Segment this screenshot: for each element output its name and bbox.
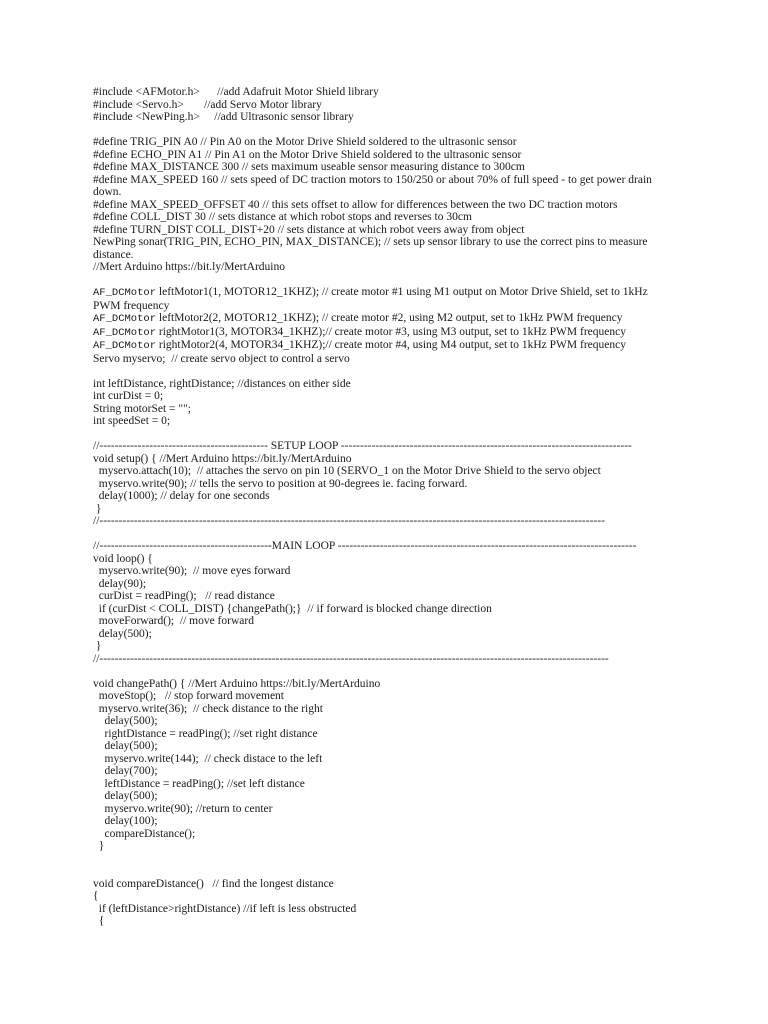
loop-delay-line: delay(90); [93,577,147,590]
loop-close-brace: } [93,640,102,652]
changepath-left-distance-line: leftDistance = readPing(); //set left distance [93,777,305,790]
main-loop-separator: //---------------------------------------------MAIN LOOP ------------------------------------------------------------------------------ [93,540,637,552]
loop-servo-write-line: myservo.write(90); // move eyes forward [93,565,291,577]
changepath-delay1-line: delay(500); [93,715,158,727]
spacer [93,124,663,137]
author-comment-line: //Mert Arduino https://bit.ly/MertArduino [93,261,285,273]
include-newping-line: #include <NewPing.h> //add Ultrasonic sensor library [93,111,354,123]
servo-object-line: Servo myservo; // create servo object to control a servo [93,352,350,365]
changepath-delay4-line: delay(500); [93,790,158,802]
spacer [93,665,663,678]
define-max-speed-line: #define MAX_SPEED 160 // sets speed of DC traction motors to 150/250 or about 70% of full speed - to get power drain down. [93,173,655,198]
setup-end-separator: //------------------------------------------------------------------------------------------------------------------------------------ [93,515,605,527]
setup-write-line: myservo.write(90); // tells the servo to position at 90-degrees ie. facing forward. [93,477,468,490]
define-trig-pin-line: #define TRIG_PIN A0 // Pin A0 on the Motor Drive Shield soldered to the ultrasonic sensor [93,136,517,148]
loop-readping-line: curDist = readPing(); // read distance [93,590,275,602]
changepath-movestop-line: moveStop(); // stop forward movement [93,690,284,702]
compare-signature-line: void compareDistance() // find the longest distance [93,877,334,890]
changepath-servo-left-line: myservo.write(144); // check distace to the left [93,752,323,765]
newping-sonar-line: NewPing sonar(TRIG_PIN, ECHO_PIN, MAX_DISTANCE); // sets up sensor library to use the correct pins to measure distance. [93,236,651,261]
motor-left1-line [93,286,663,312]
define-coll-dist-line: #define COLL_DIST 30 // sets distance at which robot stops and reverses to 30cm [93,211,472,223]
spacer [93,428,663,441]
var-distances-line: int leftDistance, rightDistance; //distances on either side [93,377,351,390]
motor-type-token: AF_DCMotor [93,326,157,339]
main-end-separator: //------------------------------------------------------------------------------------------------------------------------------------- [93,652,609,665]
changepath-compare-call-line: compareDistance(); [93,827,196,840]
motor-left2-line [93,312,663,326]
changepath-delay2-line: delay(500); [93,740,158,752]
setup-close-brace: } [93,502,102,515]
include-servo-line: #include <Servo.h> //add Servo Motor library [93,98,322,111]
define-max-speed-offset-line: #define MAX_SPEED_OFFSET 40 // this sets offset to allow for differences between the two DC traction motors [93,198,618,211]
var-motorset-line: String motorSet = ""; [93,402,191,415]
changepath-servo-center-line: myservo.write(90); //return to center [93,802,273,815]
spacer [93,274,663,287]
motor-left1-text: leftMotor1(1, MOTOR12_1KHZ); // create motor #1 using M1 output on Motor Drive Shield, set to 1kHz PWM frequency [93,286,651,312]
motor-left2-text: leftMotor2(2, MOTOR12_1KHZ); // create motor #2, using M2 output, set to 1kHz PWM frequency [156,312,623,324]
define-max-distance-line: #define MAX_DISTANCE 300 // sets maximum useable sensor measuring distance to 300cm [93,161,525,173]
changepath-delay5-line: delay(100); [93,815,158,827]
compare-if-line: if (leftDistance>rightDistance) //if left is less obstructed [93,902,357,915]
loop-collision-check-line: if (curDist < COLL_DIST) {changePath();} // if forward is blocked change direction [93,602,492,615]
setup-signature-line: void setup() { //Mert Arduino https://bit.ly/MertArduino [93,452,352,465]
var-curdist-line: int curDist = 0; [93,390,164,402]
code-listing [93,86,663,928]
changepath-right-distance-line: rightDistance = readPing(); //set right distance [93,727,318,740]
motor-right2-text: rightMotor2(4, MOTOR34_1KHZ);// create motor #4, using M4 output, set to 1kHz PWM frequency [156,339,626,351]
changepath-delay3-line: delay(700); [93,765,158,777]
setup-delay-line: delay(1000); // delay for one seconds [93,490,270,502]
loop-signature-line: void loop() { [93,552,153,565]
changepath-signature-line: void changePath() { //Mert Arduino https://bit.ly/MertArduino [93,677,381,690]
motor-right2-line [93,339,663,353]
var-speedset-line: int speedSet = 0; [93,415,171,427]
changepath-servo-right-line: myservo.write(36); // check distance to the right [93,702,323,715]
changepath-close-brace: } [93,840,105,852]
setup-attach-line: myservo.attach(10); // attaches the servo on pin 10 (SERVO_1 on the Motor Drive Shield to the servo object [93,465,601,477]
include-afmotor-line: #include <AFMotor.h> //add Adafruit Motor Shield library [93,86,379,98]
motor-type-token: AF_DCMotor [93,287,157,299]
define-echo-pin-line: #define ECHO_PIN A1 // Pin A1 on the Motor Drive Shield soldered to the ultrasonic sensor [93,148,522,161]
define-turn-dist-line: #define TURN_DIST COLL_DIST+20 // sets distance at which robot veers away from object [93,223,525,236]
loop-delay2-line: delay(500); [93,627,152,640]
motor-right1-line [93,326,663,340]
motor-type-token: AF_DCMotor [93,340,157,352]
compare-open-brace: { [93,890,99,902]
motor-type-token: AF_DCMotor [93,313,157,325]
setup-loop-separator: //-------------------------------------------- SETUP LOOP ---------------------------------------------------------------------------- [93,440,632,452]
spacer [93,853,663,866]
spacer [93,528,663,541]
spacer [93,865,663,878]
motor-right1-text: rightMotor1(3, MOTOR34_1KHZ);// create motor #3, using M3 output, set to 1kHz PWM frequency [156,325,626,338]
spacer [93,365,663,378]
loop-moveforward-line: moveForward(); // move forward [93,615,254,627]
compare-inner-brace: { [93,915,105,927]
